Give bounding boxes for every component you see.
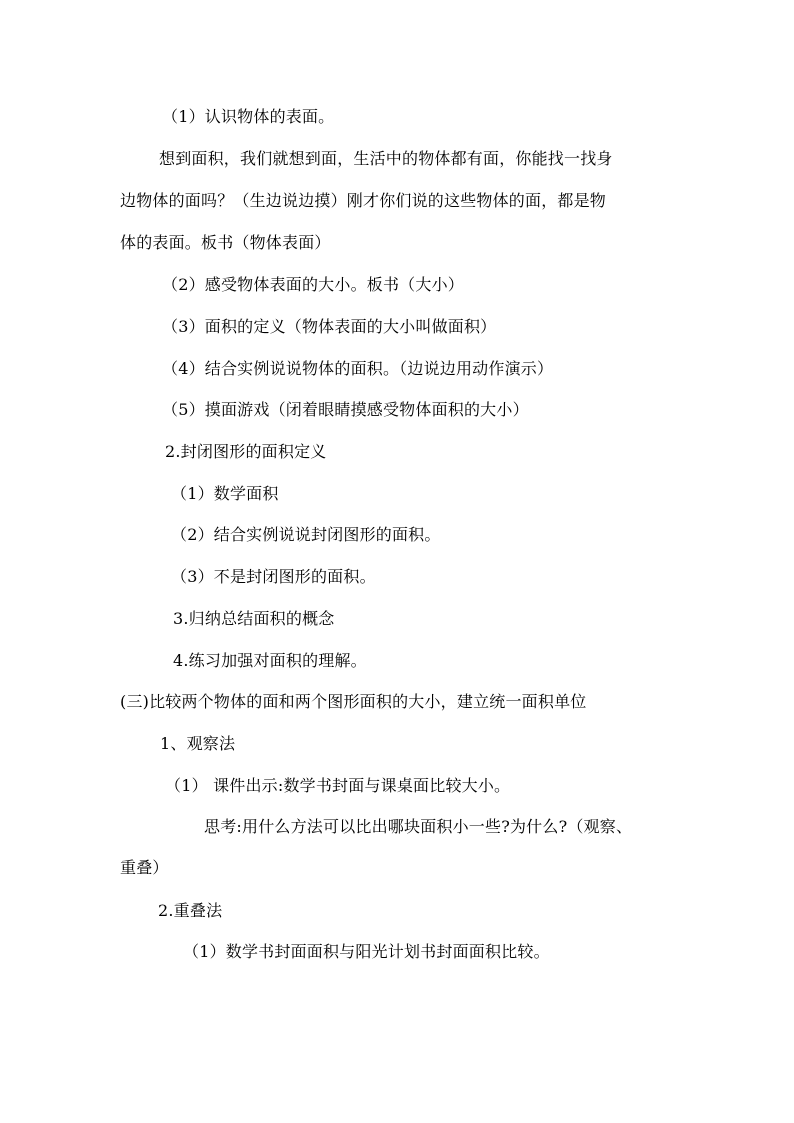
paragraph-9: 2.封闭图形的面积定义 [165,442,327,461]
paragraph-6: （3）面积的定义（物体表面的大小叫做面积） [162,317,497,336]
paragraph-5: （2）感受物体表面的大小。板书（大小） [162,275,464,294]
paragraph-19: 重叠） [120,858,169,877]
paragraph-15: (三)比较两个物体的面和两个图形面积的大小，建立统一面积单位 [120,692,587,711]
paragraph-20: 2.重叠法 [158,901,223,920]
paragraph-7: （4）结合实例说说物体的面积。（边说边用动作演示） [162,359,554,378]
paragraph-18: 思考:用什么方法可以比出哪块面积小一些?为什么?（观察、 [204,817,633,836]
paragraph-3: 边物体的面吗？（生边说边摸）刚才你们说的这些物体的面，都是物 [120,191,607,210]
paragraph-16: 1、观察法 [160,734,236,753]
paragraph-8: （5）摸面游戏（闭着眼睛摸感受物体面积的大小） [162,400,529,419]
paragraph-2: 想到面积，我们就想到面，生活中的物体都有面，你能找一找身 [159,149,613,168]
paragraph-4: 体的表面。板书（物体表面） [120,233,331,252]
paragraph-12: （3）不是封闭图形的面积。 [171,567,376,586]
paragraph-11: （2）结合实例说说封闭图形的面积。 [171,525,441,544]
paragraph-21: （1）数学书封面面积与阳光计划书封面面积比较。 [183,942,550,961]
paragraph-10: （1）数学面积 [171,484,279,503]
paragraph-14: 4.练习加强对面积的理解。 [173,651,367,670]
paragraph-1: （1）认识物体的表面。 [162,107,335,126]
paragraph-13: 3.归纳总结面积的概念 [173,609,335,628]
paragraph-17: （1） 课件出示:数学书封面与课桌面比较大小。 [165,776,511,795]
